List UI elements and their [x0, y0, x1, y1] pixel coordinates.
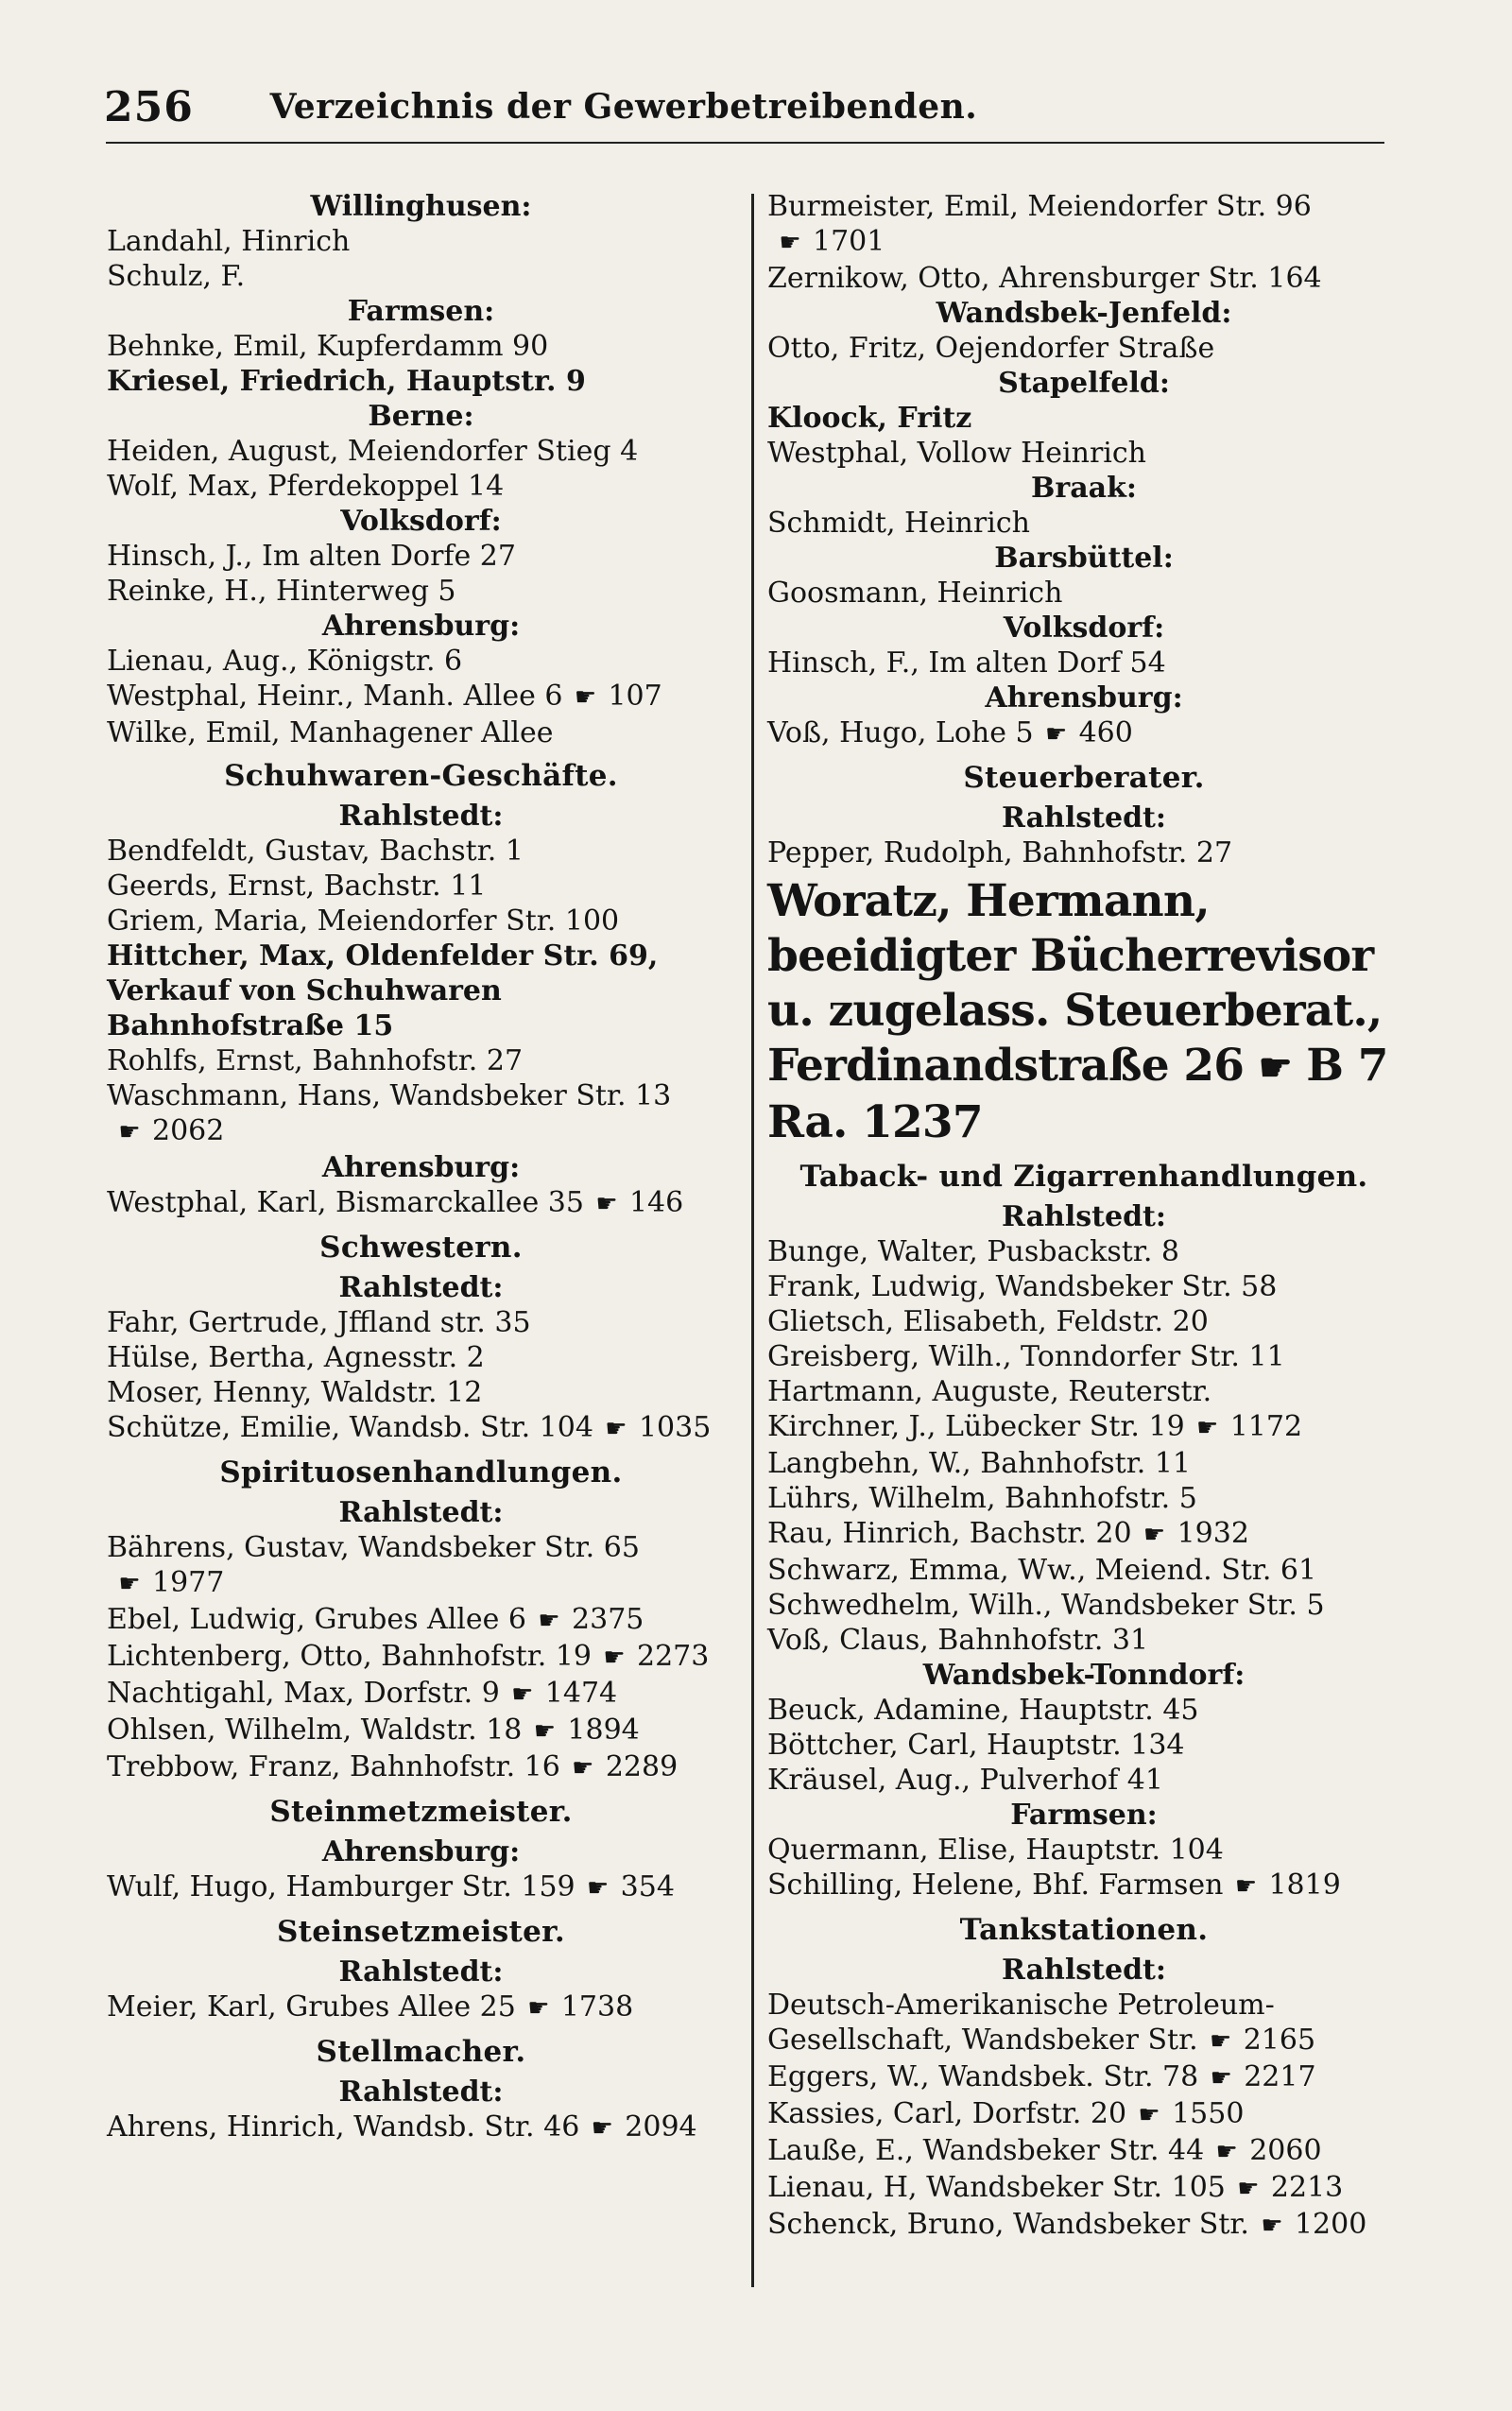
directory-entry [107, 1078, 735, 1150]
pointing-hand-icon: ☛ [1215, 2138, 1238, 2166]
entry-text: Schwedhelm, Wilh., Wandsbeker Str. 5 [767, 1589, 1325, 1622]
entry-text: Hinsch, F., Im alten Dorf 54 [767, 646, 1166, 680]
locality-heading: Ahrensburg: [321, 1835, 521, 1869]
directory-entry [107, 834, 735, 869]
locality-heading: Wandsbek-Jenfeld: [936, 297, 1232, 330]
directory-entry [767, 2059, 1400, 2096]
directory-entry [107, 469, 735, 504]
page-title: Verzeichnis der Gewerbetreibenden. [269, 87, 978, 127]
phone-number: 1819 [1268, 1869, 1341, 1902]
directory-entry [767, 1409, 1400, 1446]
entry-text: Griem, Maria, Meiendorfer Str. 100 [107, 904, 620, 938]
directory-entry [767, 1763, 1400, 1798]
pointing-hand-icon: ☛ [1261, 2212, 1283, 2240]
pointing-hand-icon: ☛ [605, 1415, 627, 1443]
directory-entry [107, 1749, 735, 1786]
entry-text: Deutsch-Amerikanische Petroleum-Gesellschaft, Wandsbeker Str. [767, 1989, 1275, 2057]
phone-number: B 7 Ra. 1237 [767, 1040, 1388, 1148]
entry-text: Voß, Claus, Bahnhofstr. 31 [767, 1624, 1149, 1657]
entry-text: Fahr, Gertrude, Jffland str. 35 [107, 1306, 531, 1339]
page-number: 256 [104, 83, 194, 131]
directory-entry [767, 1234, 1400, 1269]
entry-text: Beuck, Adamine, Hauptstr. 45 [767, 1694, 1199, 1727]
entry-text: Lührs, Wilhelm, Bahnhofstr. 5 [767, 1482, 1197, 1515]
directory-entry [767, 1446, 1400, 1481]
pointing-hand-icon: ☛ [118, 1118, 141, 1146]
pointing-hand-icon: ☛ [1210, 2064, 1232, 2092]
entry-text: Hartmann, Auguste, Reuterstr. [767, 1375, 1212, 1408]
entry-text: Kloock, Fritz [767, 402, 972, 435]
directory-entry [107, 1410, 735, 1447]
entry-text: Kassies, Carl, Dorfstr. 20 [767, 2097, 1127, 2130]
phone-number: 2165 [1243, 2024, 1316, 2057]
directory-entry [107, 329, 735, 364]
pointing-hand-icon: ☛ [603, 1644, 626, 1672]
entry-text: Langbehn, W., Bahnhofstr. 11 [767, 1447, 1192, 1480]
entry-text: Westphal, Vollow Heinrich [767, 437, 1147, 470]
pointing-hand-icon: ☛ [118, 1570, 141, 1598]
directory-entry [767, 1868, 1400, 1904]
locality-heading: Braak: [1031, 472, 1137, 505]
entry-text: Lienau, H, Wandsbeker Str. 105 [767, 2171, 1226, 2204]
directory-entry [767, 1374, 1400, 1409]
directory-entry [107, 1639, 735, 1676]
category-heading: Steinmetzmeister. [269, 1795, 573, 1829]
directory-entry [767, 331, 1400, 366]
directory-entry [107, 1676, 735, 1713]
directory-entry [107, 679, 735, 715]
locality-heading: Ahrensburg: [321, 610, 521, 643]
locality-heading: Rahlstedt: [1001, 1954, 1166, 1987]
directory-entry [767, 874, 1400, 1150]
locality-heading: Barsbüttel: [994, 542, 1174, 575]
entry-text: Ebel, Ludwig, Grubes Allee 6 [107, 1603, 527, 1636]
locality-heading: Rahlstedt: [338, 800, 504, 833]
phone-number: 2060 [1249, 2134, 1322, 2167]
page-header [104, 83, 1418, 140]
directory-entry [767, 1623, 1400, 1658]
entry-text: Schenck, Bruno, Wandsbeker Str. [767, 2208, 1249, 2241]
entry-text: Kräusel, Aug., Pulverhof 41 [767, 1764, 1163, 1797]
directory-entry [767, 1728, 1400, 1763]
directory-entry [767, 1269, 1400, 1304]
phone-number: 1200 [1294, 2208, 1367, 2241]
column-divider [751, 194, 754, 2287]
entry-text: Landahl, Hinrich [107, 225, 351, 258]
directory-entry [767, 646, 1400, 680]
locality-heading: Rahlstedt: [338, 1271, 504, 1304]
locality-heading: Rahlstedt: [338, 1955, 504, 1989]
category-heading: Schuhwaren-Geschäfte. [224, 759, 618, 793]
directory-entry [107, 2110, 735, 2146]
directory-entry [107, 1989, 735, 2026]
entry-text: Schulz, F. [107, 260, 246, 293]
directory-entry [107, 1043, 735, 1078]
directory-entry [767, 1833, 1400, 1868]
directory-entry [767, 1693, 1400, 1728]
locality-heading: Wandsbek-Tonndorf: [922, 1659, 1246, 1692]
locality-heading: Ahrensburg: [321, 1151, 521, 1184]
phone-number: 2273 [637, 1640, 710, 1673]
category-heading: Spirituosenhandlungen. [219, 1455, 623, 1490]
phone-number: 2062 [152, 1114, 225, 1147]
directory-entry [767, 436, 1400, 471]
entry-text: Hinsch, J., Im alten Dorfe 27 [107, 540, 516, 573]
pointing-hand-icon: ☛ [572, 1754, 594, 1782]
entry-text: Eggers, W., Wandsbek. Str. 78 [767, 2060, 1199, 2093]
entry-text: Rohlfs, Ernst, Bahnhofstr. 27 [107, 1044, 524, 1077]
phone-number: 2289 [605, 1750, 679, 1783]
locality-heading: Rahlstedt: [338, 1496, 504, 1529]
directory-entry [767, 835, 1400, 870]
entry-text: Schütze, Emilie, Wandsb. Str. 104 [107, 1411, 593, 1444]
directory-entry [107, 1185, 735, 1222]
entry-text: Hittcher, Max, Oldenfelder Str. 69, Verkauf von Schuhwaren Bahnhofstraße 15 [107, 939, 659, 1042]
directory-entry [107, 939, 735, 1043]
pointing-hand-icon: ☛ [587, 1874, 610, 1903]
entry-text: Otto, Fritz, Oejendorfer Straße [767, 332, 1215, 365]
pointing-hand-icon: ☛ [1143, 1521, 1166, 1549]
directory-entry [767, 261, 1400, 296]
entry-text: Goosmann, Heinrich [767, 577, 1063, 610]
directory-entry [767, 2207, 1400, 2244]
pointing-hand-icon: ☛ [1196, 1414, 1219, 1442]
entry-text: Bährens, Gustav, Wandsbeker Str. 65 [107, 1531, 640, 1564]
entry-text: Schwarz, Emma, Ww., Meiend. Str. 61 [767, 1554, 1317, 1587]
directory-entry [767, 1988, 1400, 2059]
directory-entry [107, 1305, 735, 1340]
directory-entry [107, 1530, 735, 1602]
entry-text: Heiden, August, Meiendorfer Stieg 4 [107, 435, 639, 468]
entry-text: Waschmann, Hans, Wandsbeker Str. 13 [107, 1079, 672, 1112]
entry-text: Westphal, Karl, Bismarckallee 35 [107, 1186, 584, 1219]
category-heading: Stellmacher. [316, 2035, 526, 2069]
entry-text: Westphal, Heinr., Manh. Allee 6 [107, 680, 563, 713]
pointing-hand-icon: ☛ [1044, 720, 1068, 749]
entry-text: Wulf, Hugo, Hamburger Str. 159 [107, 1870, 576, 1903]
directory-entry [107, 1713, 735, 1749]
directory-entry [767, 1481, 1400, 1516]
directory-entry [767, 2170, 1400, 2207]
directory-entry [107, 869, 735, 904]
entry-text: Kriesel, Friedrich, Hauptstr. 9 [107, 365, 586, 398]
phone-number: 1932 [1177, 1517, 1249, 1550]
category-heading: Tankstationen. [959, 1913, 1209, 1947]
pointing-hand-icon: ☛ [1237, 2175, 1260, 2203]
entry-text: Schilling, Helene, Bhf. Farmsen [767, 1869, 1224, 1902]
directory-entry [767, 1588, 1400, 1623]
entry-text: Burmeister, Emil, Meiendorfer Str. 96 [767, 190, 1312, 223]
directory-entry [767, 2096, 1400, 2133]
pointing-hand-icon: ☛ [1210, 2027, 1232, 2056]
phone-number: 1474 [544, 1677, 618, 1710]
pointing-hand-icon: ☛ [511, 1680, 534, 1709]
entry-text: Meier, Karl, Grubes Allee 25 [107, 1990, 516, 2024]
locality-heading: Farmsen: [1010, 1799, 1158, 1832]
locality-heading: Volksdorf: [1003, 611, 1165, 645]
entry-text: Quermann, Elise, Hauptstr. 104 [767, 1834, 1224, 1867]
directory-entry [767, 189, 1400, 261]
entry-text: Moser, Henny, Waldstr. 12 [107, 1376, 483, 1409]
pointing-hand-icon: ☛ [1138, 2101, 1160, 2129]
directory-entry [767, 1553, 1400, 1588]
entry-text: Nachtigahl, Max, Dorfstr. 9 [107, 1677, 500, 1710]
entry-text: Schmidt, Heinrich [767, 507, 1030, 540]
directory-entry [107, 1375, 735, 1410]
locality-heading: Stapelfeld: [998, 367, 1170, 400]
pointing-hand-icon: ☛ [538, 1607, 560, 1635]
directory-entry [107, 904, 735, 939]
pointing-hand-icon: ☛ [779, 229, 801, 257]
directory-entry [767, 576, 1400, 611]
entry-text: Geerds, Ernst, Bachstr. 11 [107, 870, 487, 903]
phone-number: 1894 [567, 1714, 640, 1747]
phone-number: 2375 [572, 1603, 644, 1636]
directory-entry [107, 574, 735, 609]
directory-entry [767, 2133, 1400, 2170]
entry-text: Woratz, Hermann, beeidigter Bücherrevisor u. zugelass. Steuerberat., Ferdinandstraße 26 [767, 875, 1383, 1092]
directory-entry [767, 1339, 1400, 1374]
entry-text: Greisberg, Wilh., Tonndorfer Str. 11 [767, 1340, 1285, 1373]
locality-heading: Willinghusen: [310, 190, 532, 223]
entry-text: Bunge, Walter, Pusbackstr. 8 [767, 1235, 1179, 1268]
phone-number: 460 [1078, 716, 1133, 749]
phone-number: 2217 [1244, 2060, 1316, 2093]
directory-entry [107, 259, 735, 294]
pointing-hand-icon: ☛ [591, 2114, 613, 2143]
phone-number: 2094 [625, 2110, 697, 2144]
entry-text: Bendfeldt, Gustav, Bachstr. 1 [107, 835, 524, 868]
phone-number: 1977 [152, 1566, 225, 1599]
entry-text: Glietsch, Elisabeth, Feldstr. 20 [767, 1305, 1209, 1338]
locality-heading: Ahrensburg: [985, 681, 1183, 715]
locality-heading: Volksdorf: [340, 505, 502, 538]
entry-text: Rau, Hinrich, Bachstr. 20 [767, 1517, 1132, 1550]
entry-text: Trebbow, Franz, Bahnhofstr. 16 [107, 1750, 560, 1783]
right-column [767, 189, 1400, 2244]
directory-entry [767, 715, 1400, 752]
entry-text: Zernikow, Otto, Ahrensburger Str. 164 [767, 262, 1322, 295]
directory-entry [107, 1869, 735, 1906]
entry-text: Behnke, Emil, Kupferdamm 90 [107, 330, 549, 363]
entry-text: Ohlsen, Wilhelm, Waldstr. 18 [107, 1714, 523, 1747]
category-heading: Steinsetzmeister. [276, 1915, 566, 1949]
locality-heading: Rahlstedt: [1001, 1200, 1166, 1233]
entry-text: Kirchner, J., Lübecker Str. 19 [767, 1410, 1185, 1443]
directory-entry [107, 539, 735, 574]
pointing-hand-icon: ☛ [1234, 1872, 1258, 1901]
entry-text: Lichtenberg, Otto, Bahnhofstr. 19 [107, 1640, 592, 1673]
directory-entry [107, 1340, 735, 1375]
pointing-hand-icon: ☛ [533, 1717, 557, 1746]
left-column [107, 189, 735, 2146]
phone-number: 1550 [1172, 2097, 1245, 2130]
directory-entry [107, 1602, 735, 1639]
directory-entry [107, 434, 735, 469]
entry-text: Hülse, Bertha, Agnesstr. 2 [107, 1341, 485, 1374]
directory-entry [767, 401, 1400, 436]
locality-heading: Rahlstedt: [338, 2075, 504, 2109]
pointing-hand-icon: ☛ [527, 1994, 550, 2023]
locality-heading: Rahlstedt: [1001, 801, 1166, 835]
locality-heading: Farmsen: [347, 295, 495, 328]
category-heading: Taback- und Zigarrenhandlungen. [799, 1160, 1368, 1194]
pointing-hand-icon: ☛ [1258, 1045, 1292, 1090]
category-heading: Schwestern. [319, 1231, 523, 1265]
phone-number: 2213 [1270, 2171, 1344, 2204]
entry-text: Böttcher, Carl, Hauptstr. 134 [767, 1729, 1185, 1762]
entry-text: Lienau, Aug., Königstr. 6 [107, 645, 463, 678]
entry-text: Wilke, Emil, Manhagener Allee [107, 716, 554, 749]
entry-text: Ahrens, Hinrich, Wandsb. Str. 46 [107, 2110, 580, 2144]
entry-text: Frank, Ludwig, Wandsbeker Str. 58 [767, 1270, 1278, 1303]
phone-number: 107 [608, 680, 662, 713]
entry-text: Pepper, Rudolph, Bahnhofstr. 27 [767, 836, 1233, 870]
directory-entry [107, 644, 735, 679]
phone-number: 1701 [813, 225, 885, 258]
directory-entry [107, 224, 735, 259]
phone-number: 146 [628, 1186, 684, 1219]
phone-number: 1035 [638, 1411, 712, 1444]
pointing-hand-icon: ☛ [595, 1190, 618, 1218]
phone-number: 354 [620, 1870, 675, 1903]
category-heading: Steuerberater. [963, 761, 1205, 795]
directory-entry [767, 1304, 1400, 1339]
locality-heading: Berne: [368, 400, 474, 433]
entry-text: Voß, Hugo, Lohe 5 [767, 716, 1034, 749]
entry-text: Reinke, H., Hinterweg 5 [107, 575, 456, 608]
directory-entry [767, 506, 1400, 541]
directory-entry [107, 364, 735, 399]
entry-text: Lauße, E., Wandsbeker Str. 44 [767, 2134, 1205, 2167]
phone-number: 1738 [560, 1990, 634, 2024]
entry-text: Wolf, Max, Pferdekoppel 14 [107, 470, 505, 503]
phone-number: 1172 [1229, 1410, 1303, 1443]
directory-entry [767, 1516, 1400, 1553]
pointing-hand-icon: ☛ [574, 683, 597, 712]
header-rule [106, 142, 1384, 144]
directory-entry [107, 715, 735, 750]
